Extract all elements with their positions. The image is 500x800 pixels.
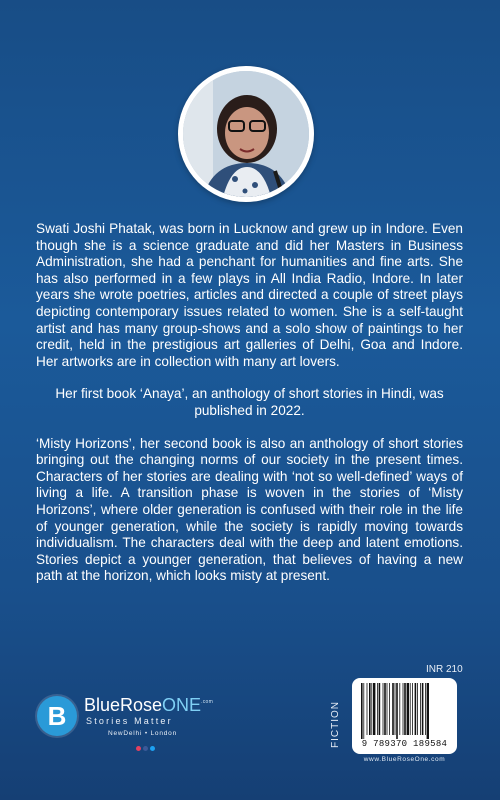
barcode-bar [422,683,424,735]
barcode-bar [395,683,396,735]
barcode-bar [410,683,411,735]
isbn-barcode [352,678,457,754]
publisher-name-part2: ONE [162,695,202,715]
social-icons [136,738,157,746]
barcode-bar [389,683,390,735]
portrait-illustration [183,71,309,197]
barcode-bar [363,683,364,739]
isbn-digits: 9 789370 189584 [361,739,448,749]
instagram-icon [136,746,141,751]
bio-paragraph-2: Her first book ‘Anaya’, an anthology of short stories in Hindi, was published in 2022. [55,386,444,418]
barcode-bar [403,683,404,735]
barcode-bar [379,683,381,735]
genre-label: FICTION [330,701,341,749]
publisher-cities: NewDelhi • London [108,730,177,737]
barcode-bar [369,683,371,735]
barcode-bar [399,683,400,735]
barcode-bar [425,683,426,735]
publisher-name [84,695,213,716]
barcode-bar [392,683,394,735]
barcode-bar [384,683,386,735]
publisher-tagline: Stories Matter [86,716,173,726]
barcode-bar [367,683,368,735]
barcode-bar [415,683,417,735]
barcode-bar [407,683,409,735]
barcode-bar [361,683,363,739]
price-label: INR 210 [426,664,463,675]
publisher-name-sup: .com [201,699,214,705]
twitter-icon [150,746,155,751]
barcode-bar [371,683,372,735]
barcode-bar [377,683,378,735]
barcode-bars [361,683,448,739]
bio-paragraph-3: ‘Misty Horizons’, her second book is also an anthology of short stories bringing out the changing norms of our society in the present times. Characters of her stories are dealing with ‘not so well-defined’ ways of living a life. A transition phase is woven in the stories of ‘Misty Horizons’, where older generation is confused with their role in the life of younger generation, while the society is rapidly moving towards individualism. The characters deal with the deep and latent emotions. Stories depict a younger generation, that believes of having a new path at the horizon, which looks misty at present. [36,435,463,584]
publisher-logo-icon [37,696,77,736]
barcode-bar [427,683,429,739]
author-photo [178,66,314,202]
barcode-bar [383,683,384,735]
bio-paragraph-1: Swati Joshi Phatak, was born in Lucknow and grew up in Indore. Even though she is a science graduate and did her Masters in Business Administration, she had a penchant for humanities and fine arts. She has also performed in a few plays in All India Radio, Indore. In later years she wrote poetries, articles and directed a couple of street plays depicting contemporary issues related to women. She is a self-taught artist and has many group-shows and a solo show of paintings to her credit, held in the prestigious art galleries of Delhi, Goa and Indore. Her artworks are in collection with many art lovers. [36,221,463,369]
publisher-name-part1: BlueRose [84,695,163,715]
facebook-icon [143,746,148,751]
barcode-bar [412,683,413,735]
publisher-website: www.BlueRoseOne.com [363,756,446,763]
barcode-bar [373,683,375,735]
author-bio [36,221,463,585]
barcode-bar [420,683,421,735]
logo-letter: B [47,701,67,731]
author-portrait [183,71,309,197]
barcode-bar [417,683,418,735]
barcode-bar [404,683,406,735]
barcode-bar [396,683,398,739]
barcode-bar [387,683,388,735]
